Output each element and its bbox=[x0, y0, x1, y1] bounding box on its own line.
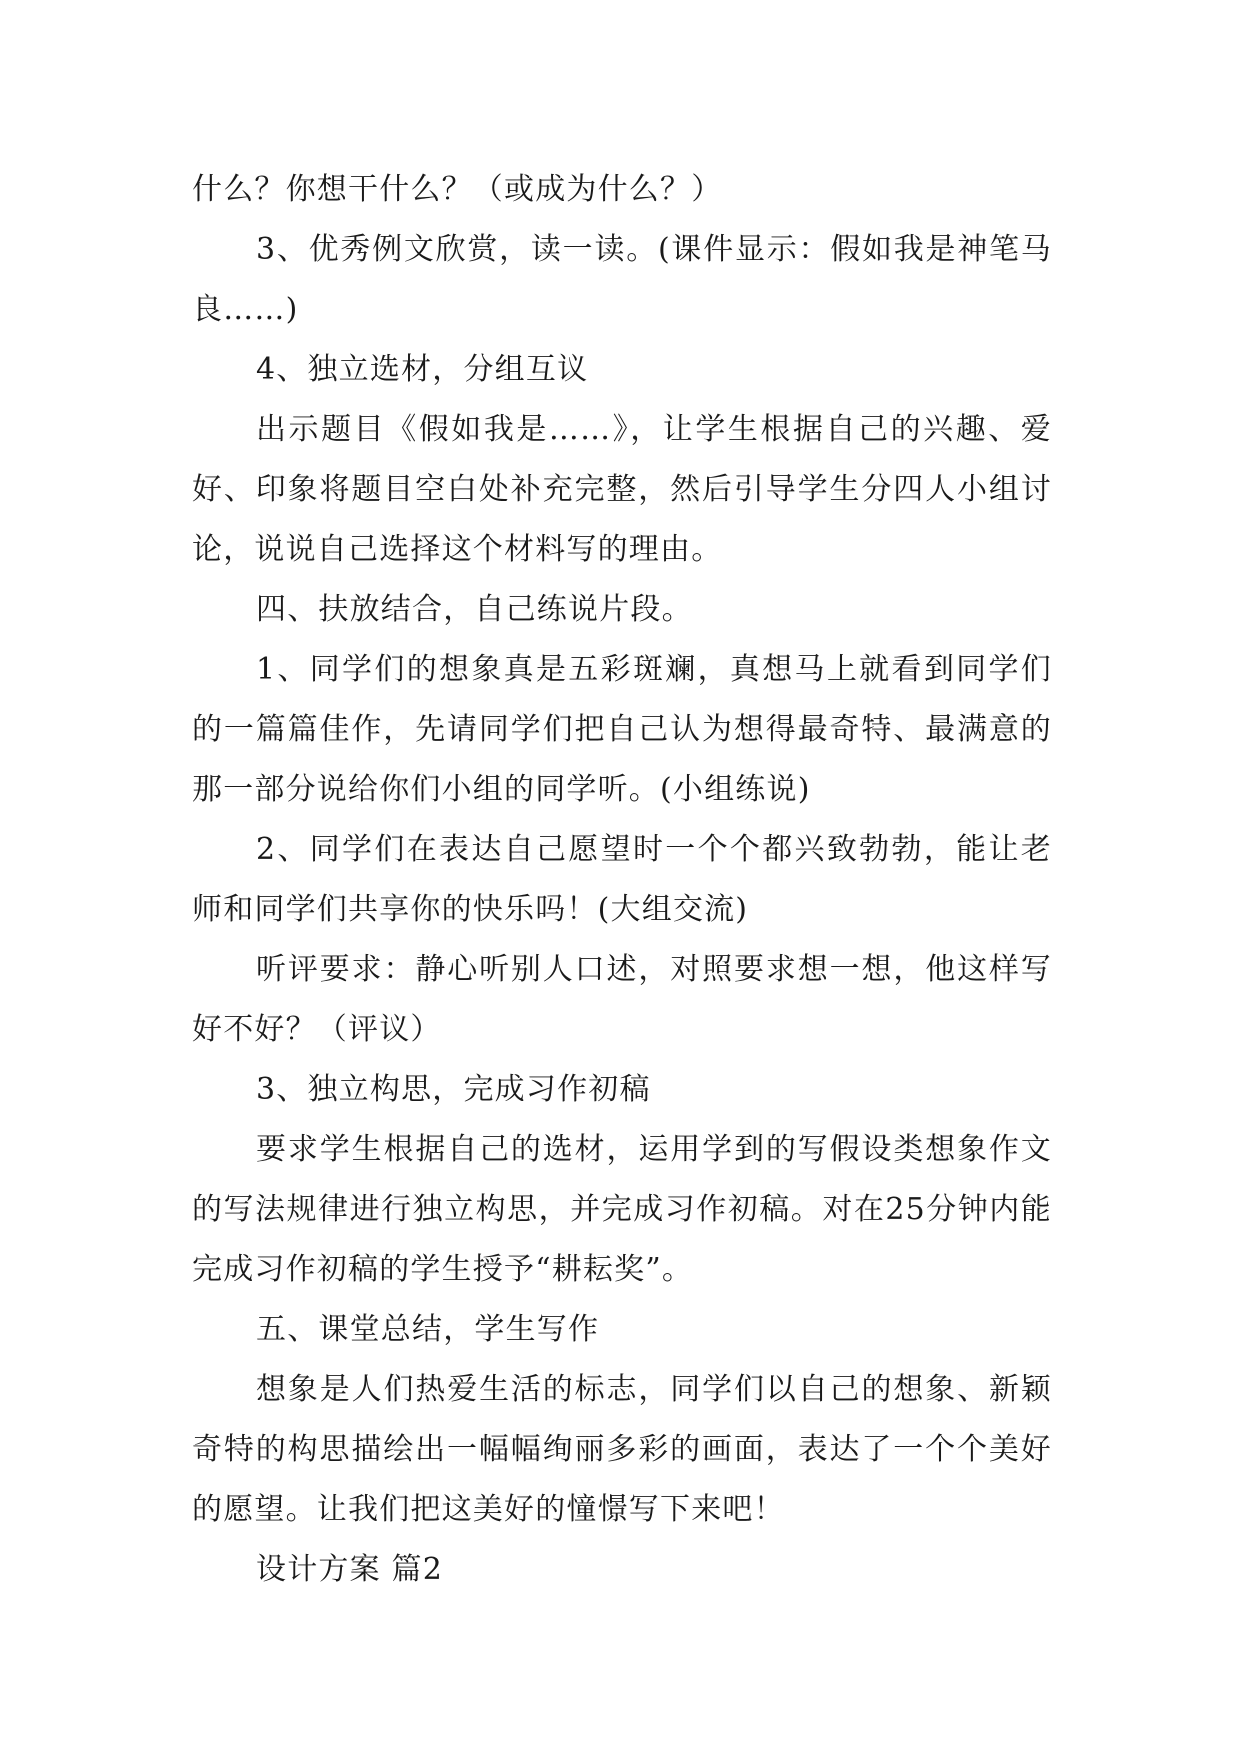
paragraph-listening-requirements: 听评要求：静心听别人口述，对照要求想一想，他这样写好不好？（评议） bbox=[192, 952, 1052, 1047]
paragraph-heading-select-material: 4、独立选材，分组互议 bbox=[256, 352, 589, 387]
paragraph-design-plan-2: 设计方案 篇2 bbox=[256, 1552, 444, 1587]
document-body bbox=[192, 160, 1052, 1600]
paragraph-draft-requirements: 要求学生根据自己的选材，运用学到的写假设类想象作文的写法规律进行独立构思，并完成习作初稿。对在25分钟内能完成习作初稿的学生授予“耕耘奖”。 bbox=[192, 1132, 1052, 1287]
paragraph-show-topic: 出示题目《假如我是……》，让学生根据自己的兴趣、爱好、印象将题目空白处补充完整，然后引导学生分四人小组讨论，说说自己选择这个材料写的理由。 bbox=[192, 412, 1052, 567]
section-heading-5: 五、课堂总结，学生写作 bbox=[256, 1312, 600, 1347]
paragraph-continuation: 什么？你想干什么？（或成为什么？） bbox=[192, 172, 723, 207]
paragraph-example-reading: 3、优秀例文欣赏，读一读。(课件显示：假如我是神笔马良……) bbox=[192, 232, 1052, 327]
section-heading-4: 四、扶放结合，自己练说片段。 bbox=[256, 592, 693, 627]
paragraph-summary: 想象是人们热爱生活的标志，同学们以自己的想象、新颖奇特的构思描绘出一幅幅绚丽多彩的画面，表达了一个个美好的愿望。让我们把这美好的憧憬写下来吧！ bbox=[192, 1372, 1052, 1527]
paragraph-heading-draft: 3、独立构思，完成习作初稿 bbox=[256, 1072, 651, 1107]
paragraph-share: 2、同学们在表达自己愿望时一个个都兴致勃勃，能让老师和同学们共享你的快乐吗！(大组交流) bbox=[192, 832, 1052, 927]
paragraph-group-practice: 1、同学们的想象真是五彩斑斓，真想马上就看到同学们的一篇篇佳作，先请同学们把自己认为想得最奇特、最满意的那一部分说给你们小组的同学听。(小组练说) bbox=[192, 652, 1052, 807]
